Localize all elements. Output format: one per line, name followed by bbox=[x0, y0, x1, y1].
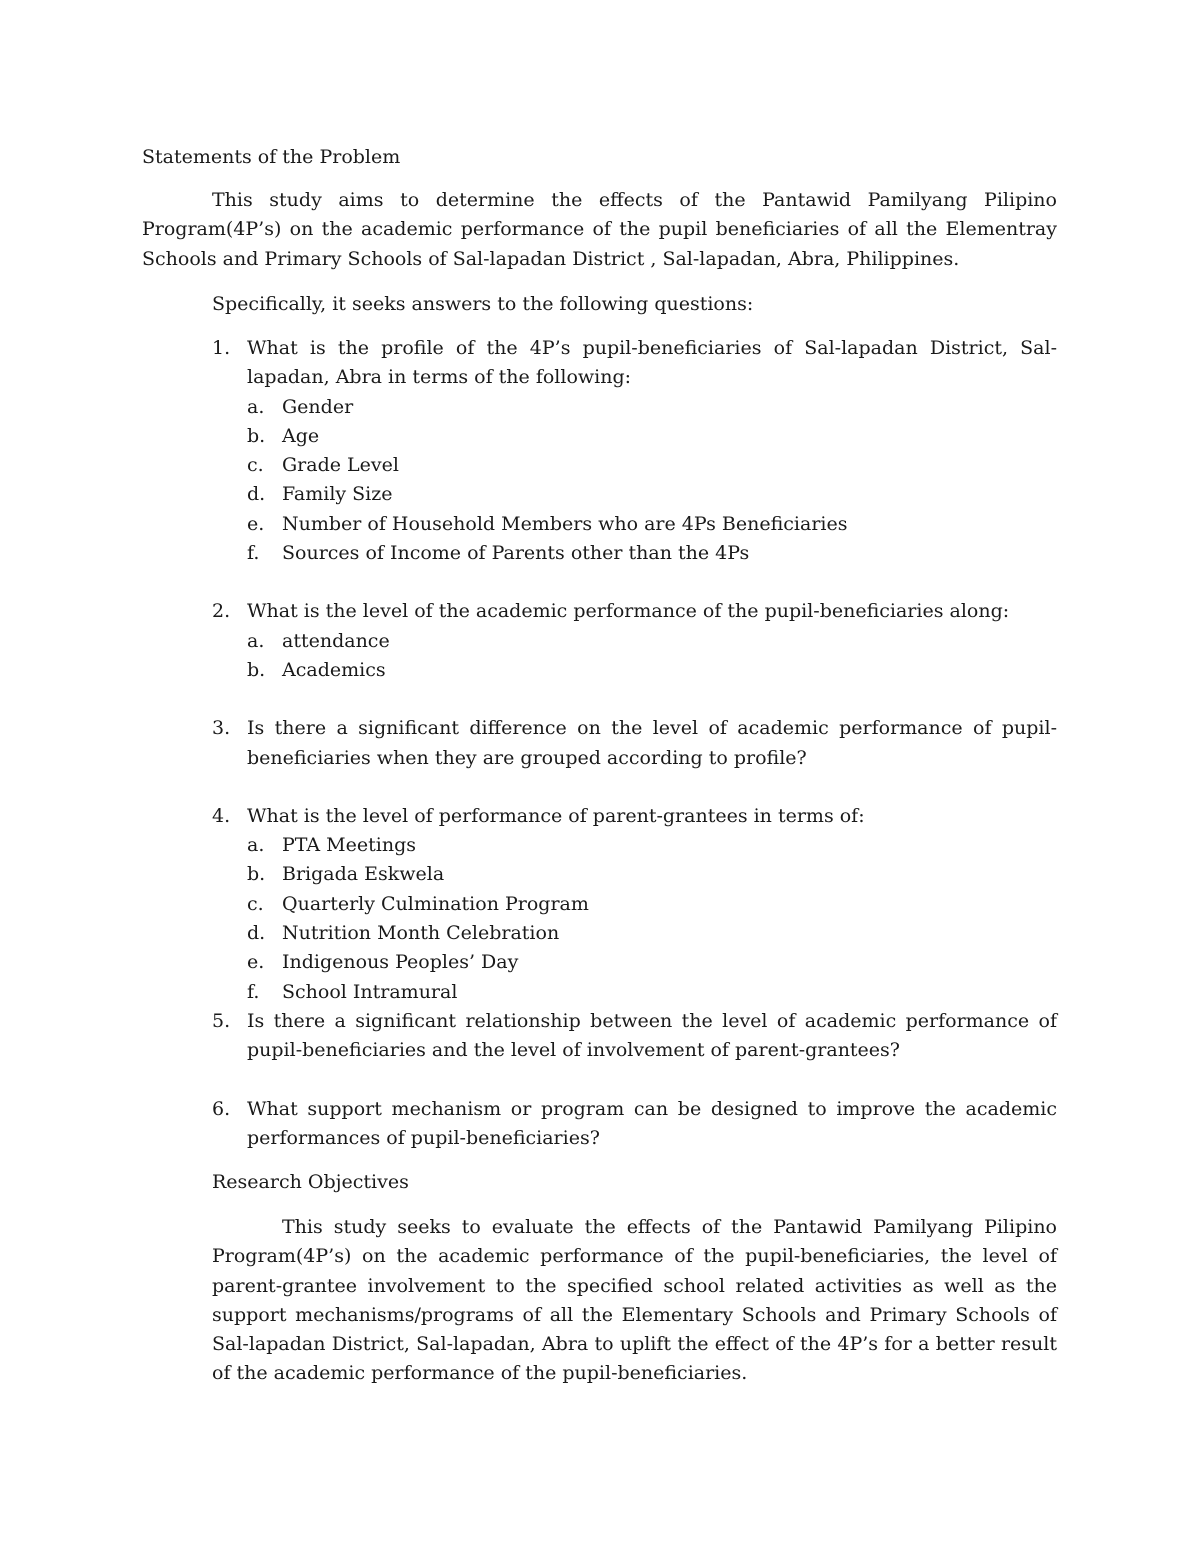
question-6 bbox=[212, 1095, 1057, 1154]
sub-item bbox=[212, 890, 1057, 919]
sub-item bbox=[212, 919, 1057, 948]
question-text: What support mechanism or program can be designed to improve the academic performances of pupil-beneficiaries? bbox=[247, 1097, 1057, 1149]
objectives-heading: Research Objectives bbox=[212, 1171, 409, 1193]
question-number: 3. bbox=[212, 717, 231, 740]
spacer bbox=[212, 773, 1057, 802]
sub-item-text: Number of Household Members who are 4Ps Beneficiaries bbox=[282, 512, 848, 535]
question-4 bbox=[212, 802, 1057, 831]
sub-item-letter: a. bbox=[247, 395, 265, 418]
question-3 bbox=[212, 714, 1057, 773]
sub-item-text: Indigenous Peoples’ Day bbox=[282, 951, 519, 974]
questions-list bbox=[212, 334, 1057, 1153]
objectives-paragraph bbox=[212, 1213, 1057, 1389]
spacer bbox=[212, 1066, 1057, 1095]
sub-item bbox=[212, 480, 1057, 509]
question-5 bbox=[212, 1007, 1057, 1066]
question-text: What is the level of performance of parent-grantees in terms of: bbox=[247, 804, 865, 827]
sub-item-letter: d. bbox=[247, 922, 266, 945]
objectives-paragraph-text: This study seeks to evaluate the effects of the Pantawid Pamilyang Pilipino Program(4P’s) on the academic performance of the pupil-beneficiaries, the level of parent-grantee involvement to the specified school related activities as well as the support mechanisms/programs of all the Elementary Schools and Primary Schools of Sal-lapadan District, Sal-lapadan, Abra to uplift the effect of the 4P’s for a better result of the academic performance of the pupil-beneficiaries. bbox=[212, 1216, 1057, 1385]
sub-item-text: Age bbox=[282, 424, 320, 447]
question-number: 6. bbox=[212, 1097, 231, 1120]
sub-item bbox=[212, 451, 1057, 480]
question-text: Is there a significant difference on the level of academic performance of pupil-beneficiaries when they are grouped according to profile? bbox=[247, 717, 1057, 769]
sub-item-letter: a. bbox=[247, 629, 265, 652]
sub-item bbox=[212, 422, 1057, 451]
sub-item-text: Brigada Eskwela bbox=[282, 863, 445, 886]
sub-item-letter: b. bbox=[247, 658, 266, 681]
sub-item bbox=[212, 831, 1057, 860]
sub-item-letter: f. bbox=[247, 542, 260, 565]
sub-item-text: Family Size bbox=[282, 483, 393, 506]
sub-item bbox=[212, 978, 1057, 1007]
question-text: What is the level of the academic performance of the pupil-beneficiaries along: bbox=[247, 600, 1010, 623]
question-number: 4. bbox=[212, 804, 231, 827]
intro-paragraph bbox=[142, 186, 1057, 274]
sub-item-text: Grade Level bbox=[282, 454, 399, 477]
sub-item-text: Quarterly Culmination Program bbox=[282, 892, 589, 915]
question-text: Is there a significant relationship between the level of academic performance of pupil-beneficiaries and the level of involvement of parent-grantees? bbox=[247, 1009, 1057, 1062]
sub-item bbox=[212, 393, 1057, 422]
question-number: 2. bbox=[212, 600, 231, 623]
spacer bbox=[212, 685, 1057, 714]
sub-item-text: School Intramural bbox=[282, 980, 458, 1003]
sub-item-letter: b. bbox=[247, 424, 266, 447]
specifically-line: Specifically, it seeks answers to the following questions: bbox=[212, 293, 754, 315]
sub-item-letter: d. bbox=[247, 483, 266, 506]
question-number: 1. bbox=[212, 337, 231, 359]
sub-item bbox=[212, 539, 1057, 568]
sub-item-letter: b. bbox=[247, 863, 266, 886]
sub-item-text: Gender bbox=[282, 395, 354, 418]
sub-item bbox=[212, 860, 1057, 889]
intro-paragraph-text: This study aims to determine the effects of the Pantawid Pamilyang Pilipino Program(4P’s) on the academic performance of the pupil beneficiaries of all the Elementray Schools and Primary Schools of Sal-lapadan District , Sal-lapadan, Abra, Philippines. bbox=[142, 189, 1057, 270]
sub-item-text: attendance bbox=[282, 629, 390, 652]
sub-item-text: Nutrition Month Celebration bbox=[282, 922, 560, 945]
sub-item-letter: f. bbox=[247, 980, 260, 1003]
sub-item-letter: c. bbox=[247, 892, 264, 915]
sub-item-text: PTA Meetings bbox=[282, 834, 416, 857]
sub-item-letter: a. bbox=[247, 834, 265, 857]
sub-item bbox=[212, 510, 1057, 539]
question-2 bbox=[212, 597, 1057, 626]
statements-heading: Statements of the Problem bbox=[142, 146, 401, 168]
question-1 bbox=[212, 334, 1057, 393]
spacer bbox=[212, 568, 1057, 597]
question-number: 5. bbox=[212, 1009, 231, 1032]
question-text: What is the profile of the 4P’s pupil-beneficiaries of Sal-lapadan District, Sal-lapadan, Abra in terms of the following: bbox=[247, 337, 1057, 389]
sub-item-letter: e. bbox=[247, 512, 265, 535]
sub-item-text: Sources of Income of Parents other than the 4Ps bbox=[282, 542, 750, 565]
sub-item-letter: e. bbox=[247, 951, 265, 974]
sub-item-letter: c. bbox=[247, 454, 264, 477]
sub-item bbox=[212, 627, 1057, 656]
sub-item bbox=[212, 948, 1057, 977]
sub-item bbox=[212, 656, 1057, 685]
sub-item-text: Academics bbox=[282, 658, 386, 681]
